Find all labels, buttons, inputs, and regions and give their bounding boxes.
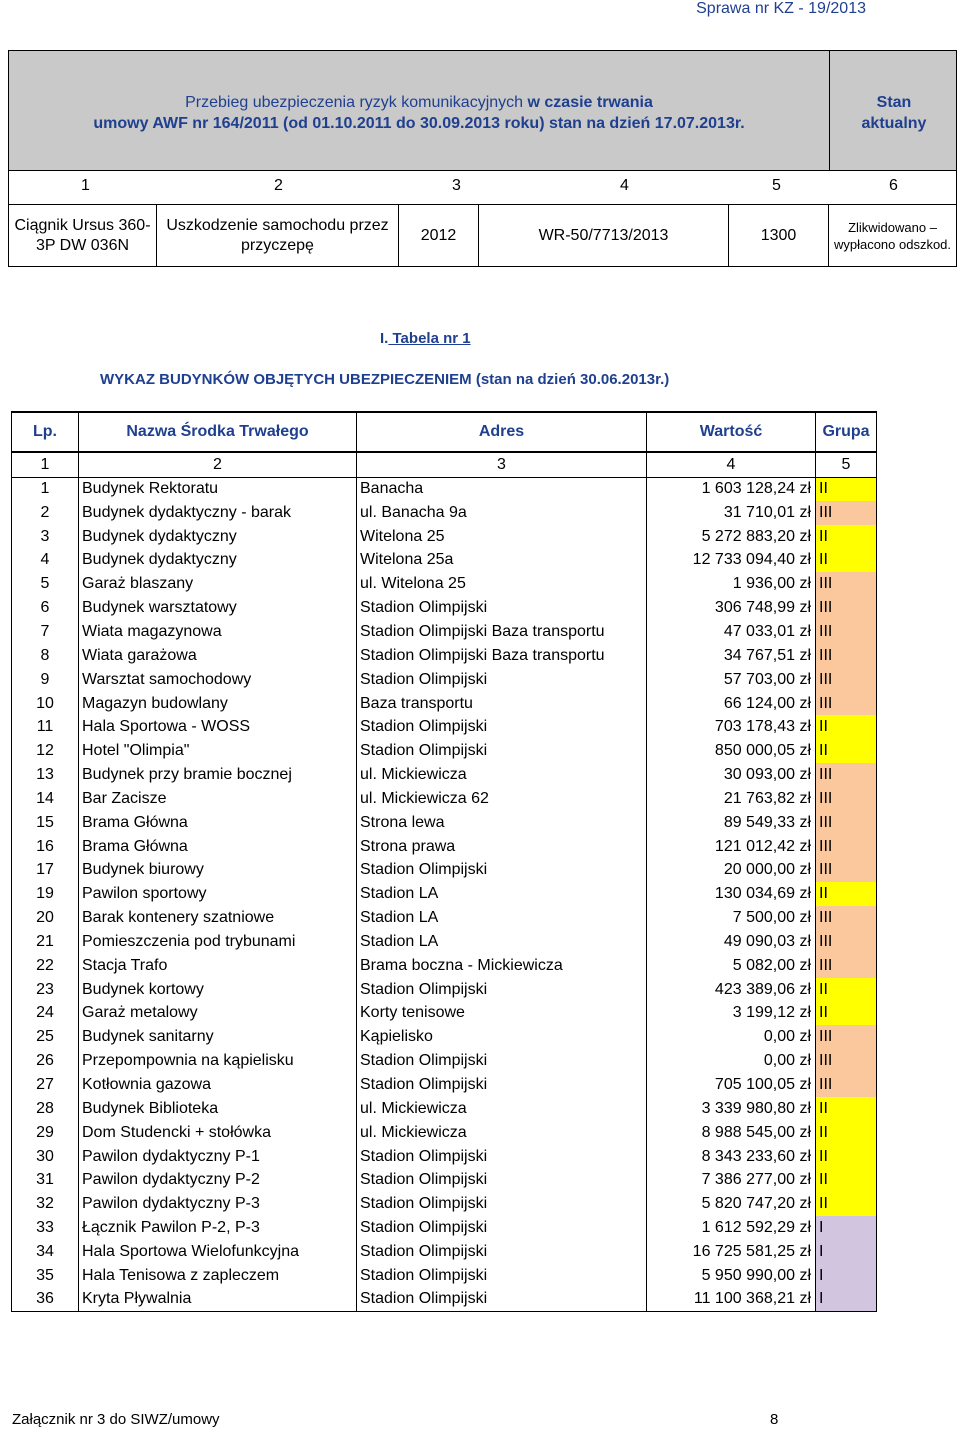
status-cell: Zlikwidowano – wypłacono odszkod. [833,219,952,252]
table-row [12,1288,877,1312]
section-subtitle: WYKAZ BUDYNKÓW OBJĘTYCH UBEZPIECZENIEM (stan na dzień 30.06.2013r.) [100,371,670,388]
row-value: 850 000,05 zł [647,739,816,763]
row-value: 5 820 747,20 zł [647,1192,816,1216]
amount-cell: 1300 [729,205,829,266]
row-name: Pawilon sportowy [79,882,357,906]
row-address: Stadion LA [357,930,647,954]
row-group: I [816,1264,877,1288]
row-group: I [816,1288,877,1312]
row-group: II [816,1002,877,1026]
table-row [12,811,877,835]
row-value: 423 389,06 zł [647,978,816,1002]
row-lp: 27 [12,1073,79,1097]
row-lp: 29 [12,1121,79,1145]
row-address: Witelona 25 [357,525,647,549]
row-value: 1 612 592,29 zł [647,1216,816,1240]
row-lp: 20 [12,906,79,930]
row-address: Stadion LA [357,906,647,930]
row-group: II [816,1145,877,1169]
col-number: 5 [772,177,781,194]
row-address: ul. Mickiewicza [357,1097,647,1121]
table-row [12,1168,877,1192]
table-row [12,501,877,525]
col-number: 4 [620,177,629,194]
row-address: Stadion Olimpijski [357,1073,647,1097]
row-name: Przepompownia na kąpielisku [79,1049,357,1073]
stan-line2: aktualny [861,115,927,132]
table-number-row [12,452,877,477]
row-address: Stadion Olimpijski [357,739,647,763]
row-name: Pawilon dydaktyczny P-1 [79,1145,357,1169]
row-value: 0,00 zł [647,1049,816,1073]
table-row [12,906,877,930]
row-address: Witelona 25a [357,549,647,573]
header-address: Adres [357,412,647,452]
row-lp: 36 [12,1288,79,1312]
row-group: III [816,859,877,883]
table-row [12,739,877,763]
row-name: Warsztat samochodowy [79,668,357,692]
table-row [12,930,877,954]
row-group: III [816,692,877,716]
row-group: III [816,1073,877,1097]
row-lp: 14 [12,787,79,811]
row-address: Stadion Olimpijski [357,1145,647,1169]
row-address: Stadion Olimpijski [357,596,647,620]
row-value: 7 386 277,00 zł [647,1168,816,1192]
row-lp: 28 [12,1097,79,1121]
row-name: Garaż metalowy [79,1002,357,1026]
row-value: 3 339 980,80 zł [647,1097,816,1121]
row-value: 3 199,12 zł [647,1002,816,1026]
row-address: Stadion Olimpijski [357,1264,647,1288]
claims-column-numbers [8,171,957,204]
col-number: 4 [647,452,816,477]
row-lp: 32 [12,1192,79,1216]
row-group: II [816,1168,877,1192]
table-row [12,1121,877,1145]
row-address: Stadion Olimpijski [357,1049,647,1073]
table-row [12,1145,877,1169]
case-reference: Sprawa nr KZ - 19/2013 [696,0,866,17]
col-number: 3 [452,177,461,194]
claim-row [8,204,957,267]
row-address: Stadion Olimpijski [357,1216,647,1240]
row-value: 20 000,00 zł [647,859,816,883]
col-number: 6 [889,177,898,194]
row-lp: 11 [12,715,79,739]
table-row [12,1002,877,1026]
row-group: III [816,620,877,644]
row-value: 89 549,33 zł [647,811,816,835]
row-address: ul. Witelona 25 [357,572,647,596]
row-group: III [816,644,877,668]
header-value: Wartość [647,412,816,452]
row-name: Brama Główna [79,835,357,859]
section-prefix: I. [380,330,389,347]
row-name: Hala Tenisowa z zapleczem [79,1264,357,1288]
row-name: Hala Sportowa Wielofunkcyjna [79,1240,357,1264]
row-name: Budynek Rektoratu [79,477,357,501]
row-name: Stacja Trafo [79,954,357,978]
row-group: II [816,549,877,573]
row-value: 12 733 094,40 zł [647,549,816,573]
row-lp: 19 [12,882,79,906]
row-lp: 8 [12,644,79,668]
row-group: II [816,715,877,739]
row-group: III [816,763,877,787]
row-group: III [816,835,877,859]
row-name: Budynek kortowy [79,978,357,1002]
col-number: 3 [357,452,647,477]
row-name: Budynek dydaktyczny - barak [79,501,357,525]
row-name: Wiata magazynowa [79,620,357,644]
row-value: 130 034,69 zł [647,882,816,906]
row-value: 7 500,00 zł [647,906,816,930]
row-address: Stadion Olimpijski [357,668,647,692]
row-name: Budynek dydaktyczny [79,525,357,549]
table-row [12,644,877,668]
row-name: Pawilon dydaktyczny P-2 [79,1168,357,1192]
col-number: 2 [274,177,283,194]
row-group: III [816,572,877,596]
row-group: II [816,978,877,1002]
row-lp: 24 [12,1002,79,1026]
row-lp: 22 [12,954,79,978]
table-row [12,572,877,596]
row-lp: 17 [12,859,79,883]
row-name: Budynek sanitarny [79,1025,357,1049]
section-title [380,330,471,347]
row-name: Budynek przy bramie bocznej [79,763,357,787]
row-group: II [816,882,877,906]
row-value: 66 124,00 zł [647,692,816,716]
stan-line1: Stan [876,94,912,111]
row-lp: 26 [12,1049,79,1073]
row-address: Stadion Olimpijski Baza transportu [357,644,647,668]
row-value: 47 033,01 zł [647,620,816,644]
year-cell: 2012 [399,205,479,266]
row-name: Kotłownia gazowa [79,1073,357,1097]
row-address: Stadion Olimpijski [357,978,647,1002]
row-name: Budynek Biblioteka [79,1097,357,1121]
row-lp: 13 [12,763,79,787]
row-lp: 34 [12,1240,79,1264]
row-value: 121 012,42 zł [647,835,816,859]
row-lp: 15 [12,811,79,835]
table-row [12,763,877,787]
table-row [12,1049,877,1073]
table-row [12,787,877,811]
row-lp: 1 [12,477,79,501]
row-value: 16 725 581,25 zł [647,1240,816,1264]
row-value: 5 272 883,20 zł [647,525,816,549]
row-group: III [816,596,877,620]
row-lp: 12 [12,739,79,763]
row-address: Korty tenisowe [357,1002,647,1026]
row-lp: 10 [12,692,79,716]
row-value: 1 603 128,24 zł [647,477,816,501]
table-row [12,835,877,859]
row-value: 703 178,43 zł [647,715,816,739]
row-lp: 5 [12,572,79,596]
row-group: III [816,501,877,525]
row-address: Strona prawa [357,835,647,859]
desc-line1-text: Przebieg ubezpieczenia ryzyk komunikacyjnych [185,94,528,111]
row-value: 306 748,99 zł [647,596,816,620]
table-row [12,859,877,883]
row-address: Stadion Olimpijski [357,1192,647,1216]
row-address: Stadion Olimpijski [357,1288,647,1312]
row-value: 1 936,00 zł [647,572,816,596]
row-lp: 6 [12,596,79,620]
buildings-table-wrap [11,411,877,1312]
row-name: Magazyn budowlany [79,692,357,716]
row-group: III [816,1025,877,1049]
row-lp: 4 [12,549,79,573]
table-row [12,692,877,716]
page-number: 8 [770,1411,779,1428]
table-row [12,882,877,906]
claim-number-cell: WR-50/7713/2013 [479,205,729,266]
row-name: Barak kontenery szatniowe [79,906,357,930]
table-row [12,620,877,644]
desc-line1-bold: w czasie trwania [527,94,653,111]
row-value: 57 703,00 zł [647,668,816,692]
row-address: ul. Mickiewicza [357,1121,647,1145]
row-address: Banacha [357,477,647,501]
row-value: 8 343 233,60 zł [647,1145,816,1169]
row-group: III [816,906,877,930]
row-lp: 3 [12,525,79,549]
table-row [12,1264,877,1288]
row-address: Stadion Olimpijski [357,715,647,739]
row-lp: 31 [12,1168,79,1192]
table-row [12,978,877,1002]
row-value: 5 082,00 zł [647,954,816,978]
row-value: 0,00 zł [647,1025,816,1049]
row-lp: 23 [12,978,79,1002]
row-group: II [816,477,877,501]
table-row [12,1240,877,1264]
row-address: ul. Banacha 9a [357,501,647,525]
row-value: 49 090,03 zł [647,930,816,954]
row-address: Stadion Olimpijski Baza transportu [357,620,647,644]
row-value: 30 093,00 zł [647,763,816,787]
row-value: 11 100 368,21 zł [647,1288,816,1312]
row-lp: 2 [12,501,79,525]
row-group: III [816,954,877,978]
col-number: 2 [79,452,357,477]
row-address: Stadion LA [357,882,647,906]
table-row [12,1216,877,1240]
row-value: 8 988 545,00 zł [647,1121,816,1145]
row-name: Dom Studencki + stołówka [79,1121,357,1145]
row-address: ul. Mickiewicza 62 [357,787,647,811]
row-group: III [816,668,877,692]
vehicle-cell: Ciągnik Ursus 360- 3P DW 036N [9,205,157,266]
damage-cell: Uszkodzenie samochodu przez przyczepę [157,205,399,266]
row-group: II [816,1097,877,1121]
row-lp: 25 [12,1025,79,1049]
row-name: Łącznik Pawilon P-2, P-3 [79,1216,357,1240]
row-name: Kryta Pływalnia [79,1288,357,1312]
row-address: Strona lewa [357,811,647,835]
row-address: Baza transportu [357,692,647,716]
row-lp: 30 [12,1145,79,1169]
row-name: Budynek biurowy [79,859,357,883]
section-table-label: Tabela nr 1 [388,330,471,347]
header-name: Nazwa Środka Trwałego [79,412,357,452]
desc-line2-bold: umowy AWF nr 164/2011 (od 01.10.2011 do 30.09.2013 roku) stan na dzień 17.07.2013r. [93,115,745,132]
row-name: Pawilon dydaktyczny P-3 [79,1192,357,1216]
insurance-course-description [9,92,829,134]
footer-attachment: Załącznik nr 3 do SIWZ/umowy [12,1411,220,1428]
row-group: II [816,1121,877,1145]
row-lp: 16 [12,835,79,859]
row-address: Stadion Olimpijski [357,1168,647,1192]
row-lp: 9 [12,668,79,692]
row-group: III [816,1049,877,1073]
row-lp: 35 [12,1264,79,1288]
row-address: ul. Mickiewicza [357,763,647,787]
row-name: Hala Sportowa - WOSS [79,715,357,739]
current-status-heading [830,92,958,134]
row-name: Brama Główna [79,811,357,835]
row-value: 21 763,82 zł [647,787,816,811]
row-lp: 33 [12,1216,79,1240]
row-group: III [816,811,877,835]
col-number: 1 [81,177,90,194]
row-name: Budynek warsztatowy [79,596,357,620]
row-value: 31 710,01 zł [647,501,816,525]
table-row [12,668,877,692]
table-row [12,549,877,573]
table-row [12,596,877,620]
row-name: Budynek dydaktyczny [79,549,357,573]
row-group: I [816,1216,877,1240]
row-value: 705 100,05 zł [647,1073,816,1097]
row-address: Stadion Olimpijski [357,859,647,883]
row-group: I [816,1240,877,1264]
row-lp: 7 [12,620,79,644]
header-group: Grupa [816,412,877,452]
row-value: 5 950 990,00 zł [647,1264,816,1288]
row-address: Kąpielisko [357,1025,647,1049]
row-address: Brama boczna - Mickiewicza [357,954,647,978]
row-name: Hotel "Olimpia" [79,739,357,763]
row-group: II [816,525,877,549]
row-group: III [816,787,877,811]
table-row [12,477,877,501]
buildings-table [11,411,877,1312]
table-row [12,525,877,549]
table-row [12,715,877,739]
row-name: Pomieszczenia pod trybunami [79,930,357,954]
table-row [12,1192,877,1216]
col-number: 5 [816,452,877,477]
row-address: Stadion Olimpijski [357,1240,647,1264]
table-row [12,954,877,978]
table-row [12,1097,877,1121]
header-lp: Lp. [12,412,79,452]
row-name: Wiata garażowa [79,644,357,668]
row-name: Bar Zacisze [79,787,357,811]
table-header-row [12,412,877,452]
row-group: III [816,930,877,954]
row-lp: 21 [12,930,79,954]
col-number: 1 [12,452,79,477]
row-group: II [816,739,877,763]
row-group: II [816,1192,877,1216]
insurance-course-header [8,50,957,171]
row-name: Garaż blaszany [79,572,357,596]
table-row [12,1025,877,1049]
table-row [12,1073,877,1097]
row-value: 34 767,51 zł [647,644,816,668]
